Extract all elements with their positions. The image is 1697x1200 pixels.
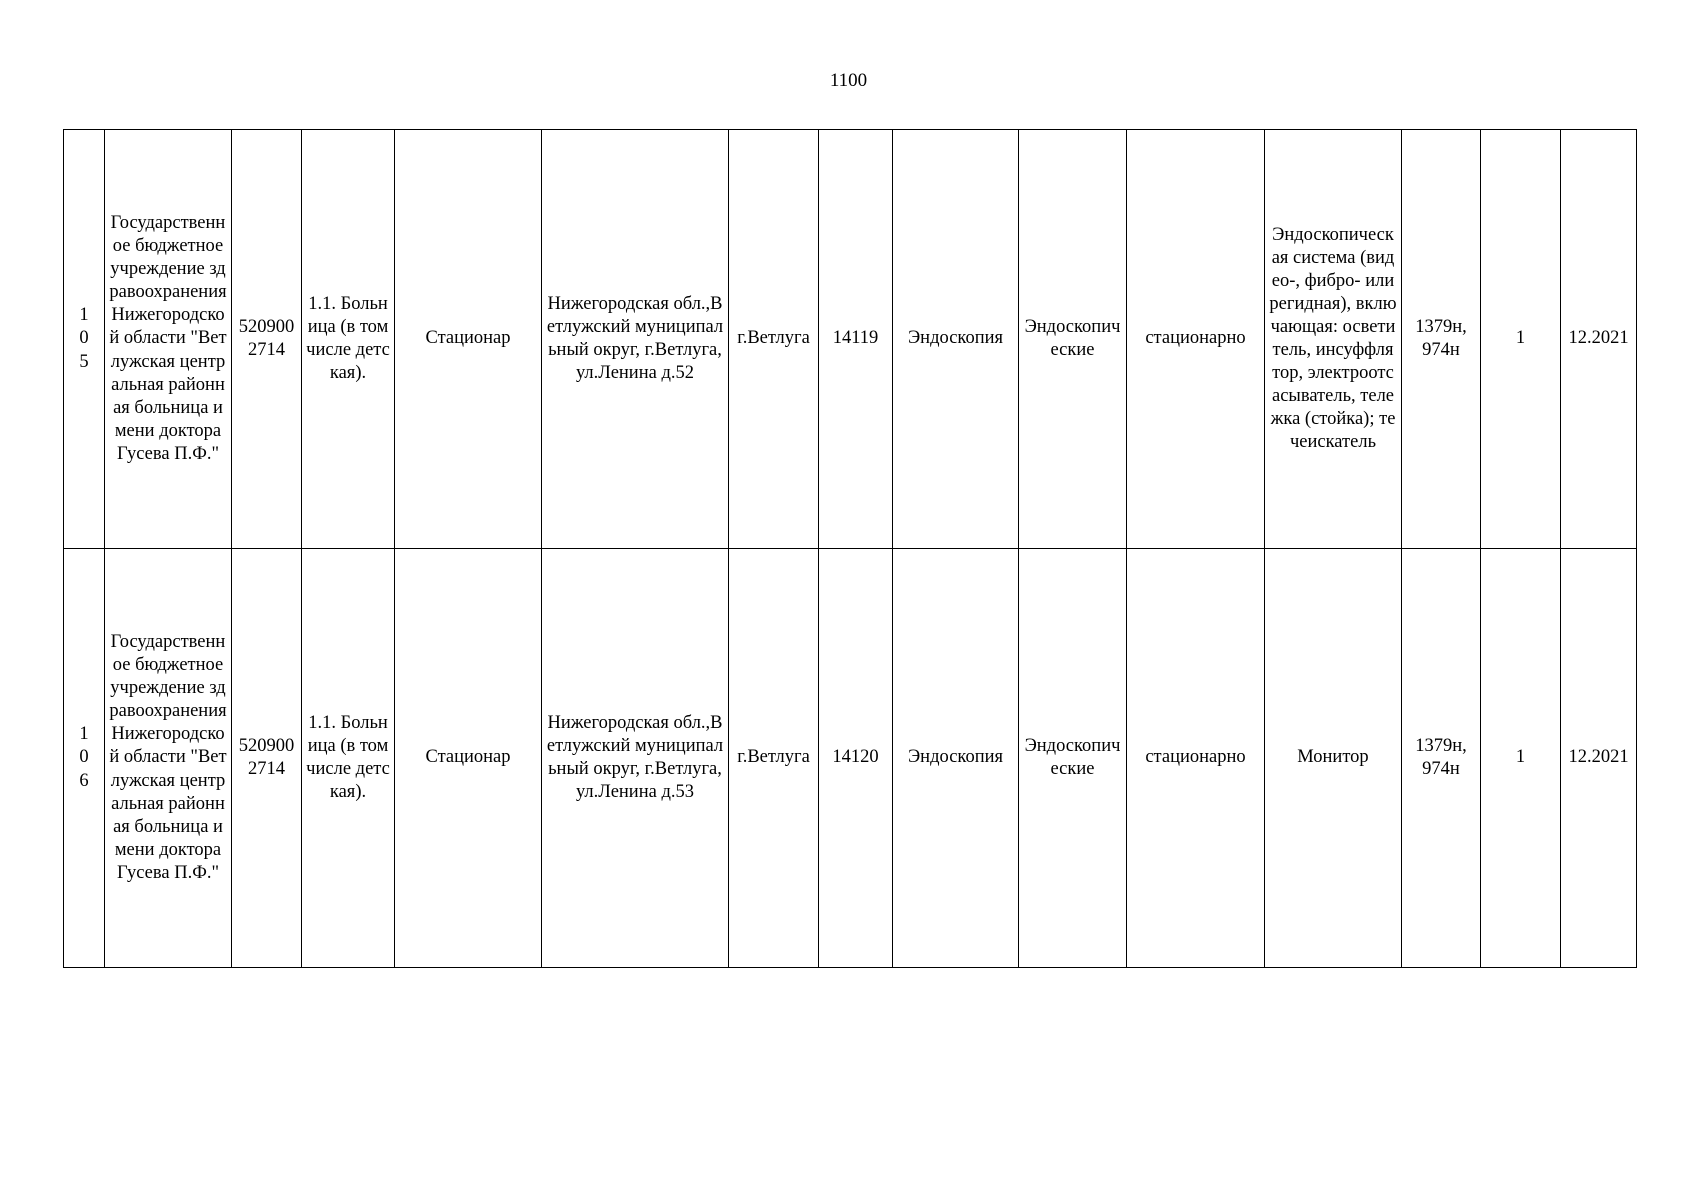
equipment-cell: Монитор — [1265, 549, 1402, 968]
orders-cell: 1379н, 974н — [1402, 130, 1481, 549]
city-cell: г.Ветлуга — [729, 549, 819, 968]
group-cell: Эндоскопические — [1019, 130, 1127, 549]
profile-cell: Эндоскопия — [893, 130, 1019, 549]
code-cell: 14120 — [819, 549, 893, 968]
address-cell: Нижегородская обл.,Ветлужский муниципальный округ, г.Ветлуга,ул.Ленина д.53 — [542, 549, 729, 968]
profile-cell: Эндоскопия — [893, 549, 1019, 968]
orders-cell: 1379н, 974н — [1402, 549, 1481, 968]
city-cell: г.Ветлуга — [729, 130, 819, 549]
address-cell: Нижегородская обл.,Ветлужский муниципальный округ, г.Ветлуга,ул.Ленина д.52 — [542, 130, 729, 549]
row-number: 106 — [64, 549, 105, 968]
equipment-cell: Эндоскопическая система (видео-, фибро- или регидная), включающая: осветитель, инсуффлятор, электроотсасыватель, тележка (стойка); течеискатель — [1265, 130, 1402, 549]
care-form-cell: стационарно — [1127, 130, 1265, 549]
inn-cell: 5209002714 — [232, 549, 302, 968]
category-cell: 1.1. Больница (в том числе детская). — [302, 549, 395, 968]
code-cell: 14119 — [819, 130, 893, 549]
care-form-cell: стационарно — [1127, 549, 1265, 968]
date-cell: 12.2021 — [1561, 130, 1637, 549]
quantity-cell: 1 — [1481, 130, 1561, 549]
date-cell: 12.2021 — [1561, 549, 1637, 968]
inn-cell: 5209002714 — [232, 130, 302, 549]
organization-cell: Государственное бюджетное учреждение здравоохранения Нижегородской области "Ветлужская центральная районная больница имени доктора Гусева П.Ф." — [105, 549, 232, 968]
group-cell: Эндоскопические — [1019, 549, 1127, 968]
category-cell: 1.1. Больница (в том числе детская). — [302, 130, 395, 549]
table-row — [64, 130, 1637, 549]
unit-type-cell: Стационар — [395, 549, 542, 968]
unit-type-cell: Стационар — [395, 130, 542, 549]
row-number: 105 — [64, 130, 105, 549]
table-row — [64, 549, 1637, 968]
organization-cell: Государственное бюджетное учреждение здравоохранения Нижегородской области "Ветлужская центральная районная больница имени доктора Гусева П.Ф." — [105, 130, 232, 549]
equipment-table — [63, 129, 1637, 968]
quantity-cell: 1 — [1481, 549, 1561, 968]
page-number: 1100 — [829, 70, 868, 91]
